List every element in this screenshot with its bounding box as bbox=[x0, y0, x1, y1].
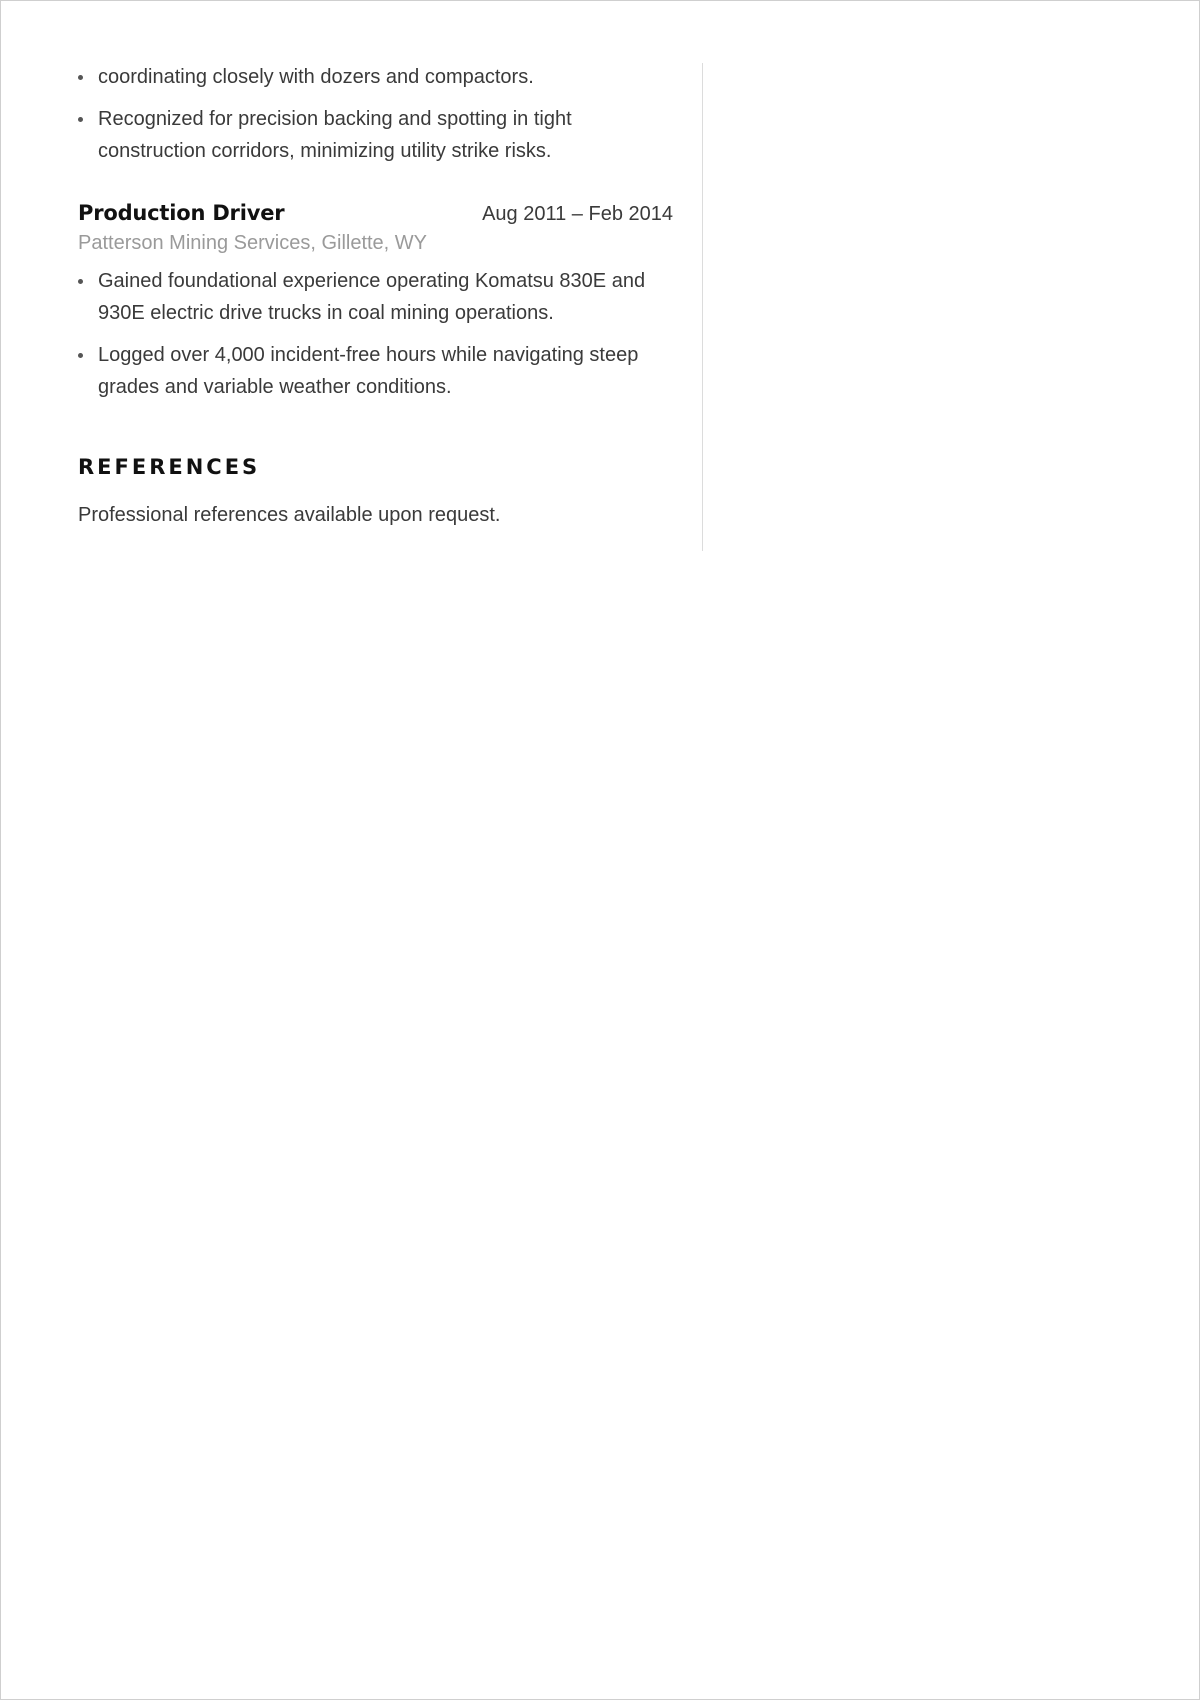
job-title: Production Driver bbox=[78, 201, 285, 225]
previous-job-bullets bbox=[78, 61, 673, 167]
bullet-text: Logged over 4,000 incident-free hours while navigating steep grades and variable weather conditions. bbox=[98, 344, 639, 398]
references-section bbox=[78, 455, 673, 529]
bullet-icon bbox=[78, 353, 83, 358]
list-item bbox=[78, 103, 673, 167]
references-text: Professional references available upon request. bbox=[78, 504, 501, 526]
job-bullets bbox=[78, 265, 673, 403]
list-item bbox=[78, 61, 673, 93]
bullet-text: Recognized for precision backing and spotting in tight construction corridors, minimizing utility strike risks. bbox=[98, 108, 572, 162]
job-company: Patterson Mining Services, Gillette, WY bbox=[78, 232, 428, 254]
job-dates: Aug 2011 – Feb 2014 bbox=[482, 203, 673, 225]
bullet-text: Gained foundational experience operating Komatsu 830E and 930E electric drive trucks in coal mining operations. bbox=[98, 270, 646, 324]
bullet-icon bbox=[78, 117, 83, 122]
job-header bbox=[78, 201, 673, 226]
job-entry bbox=[78, 201, 673, 403]
list-item bbox=[78, 265, 673, 329]
list-item bbox=[78, 339, 673, 403]
bullet-text: coordinating closely with dozers and compactors. bbox=[98, 66, 534, 88]
section-title: REFERENCES bbox=[78, 455, 261, 479]
main-column bbox=[78, 61, 673, 529]
bullet-icon bbox=[78, 75, 83, 80]
column-divider bbox=[702, 63, 703, 551]
bullet-icon bbox=[78, 279, 83, 284]
